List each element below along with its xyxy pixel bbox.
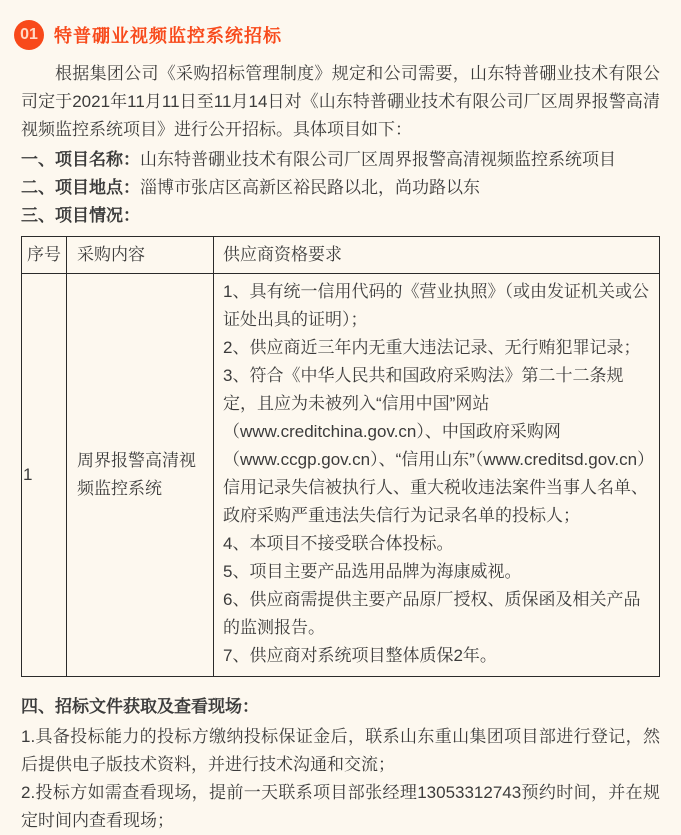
cell-row-number: 1: [22, 274, 67, 677]
section4-item-1: 1.具备投标能力的投标方缴纳投标保证金后，联系山东重山集团项目部进行登记，然后提供电子版技术资料，并进行技术沟通和交流；: [21, 727, 660, 774]
project-location-value: 淄博市张店区高新区裕民路以北，尚功路以东: [140, 178, 480, 197]
table-row: [22, 274, 660, 677]
intro-paragraph: 根据集团公司《采购招标管理制度》规定和公司需要，山东特普硼业技术有限公司定于2021年11月11日至11月14日对《山东特普硼业技术有限公司厂区周界报警高清视频监控系统项目》进行公开招标。具体项目如下：: [21, 64, 660, 139]
cell-supplier-requirements: [214, 274, 660, 677]
requirement-item: 1、具有统一信用代码的《营业执照》（或由发证机关或公证处出具的证明）；: [223, 282, 649, 329]
section-header: [14, 20, 660, 50]
project-location-label: 二、项目地点：: [21, 178, 140, 197]
column-header-requirements: 供应商资格要求: [214, 237, 660, 274]
table-header-row: [22, 237, 660, 274]
project-location-line: [21, 174, 660, 202]
requirement-item: 7、供应商对系统项目整体质保2年。: [223, 646, 497, 665]
page-title: 特普硼业视频监控系统招标: [54, 26, 282, 46]
project-name-label: 一、项目名称：: [21, 150, 140, 169]
section-number-badge: 01: [14, 20, 44, 50]
requirement-item: 5、项目主要产品选用品牌为海康威视。: [223, 562, 522, 581]
column-header-no: 序号: [22, 237, 67, 274]
requirement-item: 3、符合《中华人民共和国政府采购法》第二十二条规定，且应为未被列入“信用中国”网站（www.creditchina.gov.cn）、中国政府采购网（www.ccgp.gov.cn）、“信用山东”（www.creditsd.gov.cn）信用记录失信被执行人、重大税收违法案件当事人名单、政府采购严重违法失信行为记录名单的投标人；: [223, 366, 648, 525]
project-name-value: 山东特普硼业技术有限公司厂区周界报警高清视频监控系统项目: [140, 150, 616, 169]
project-table: [21, 236, 660, 677]
section4-item-2: 2.投标方如需查看现场，提前一天联系项目部张经理13053312743预约时间，并在规定时间内查看现场；: [21, 783, 660, 830]
requirement-item: 4、本项目不接受联合体投标。: [223, 534, 454, 553]
column-header-content: 采购内容: [67, 237, 214, 274]
project-details-line: [21, 202, 660, 230]
requirement-item: 2、供应商近三年内无重大违法记录、无行贿犯罪记录；: [223, 338, 641, 357]
project-name-line: [21, 146, 660, 174]
section4-heading: 四、招标文件获取及查看现场：: [21, 697, 259, 716]
cell-procurement-content: 周界报警高清视频监控系统: [67, 274, 214, 677]
requirement-item: 6、供应商需提供主要产品原厂授权、质保函及相关产品的监测报告。: [223, 590, 641, 637]
project-details-label: 三、项目情况：: [21, 206, 140, 225]
